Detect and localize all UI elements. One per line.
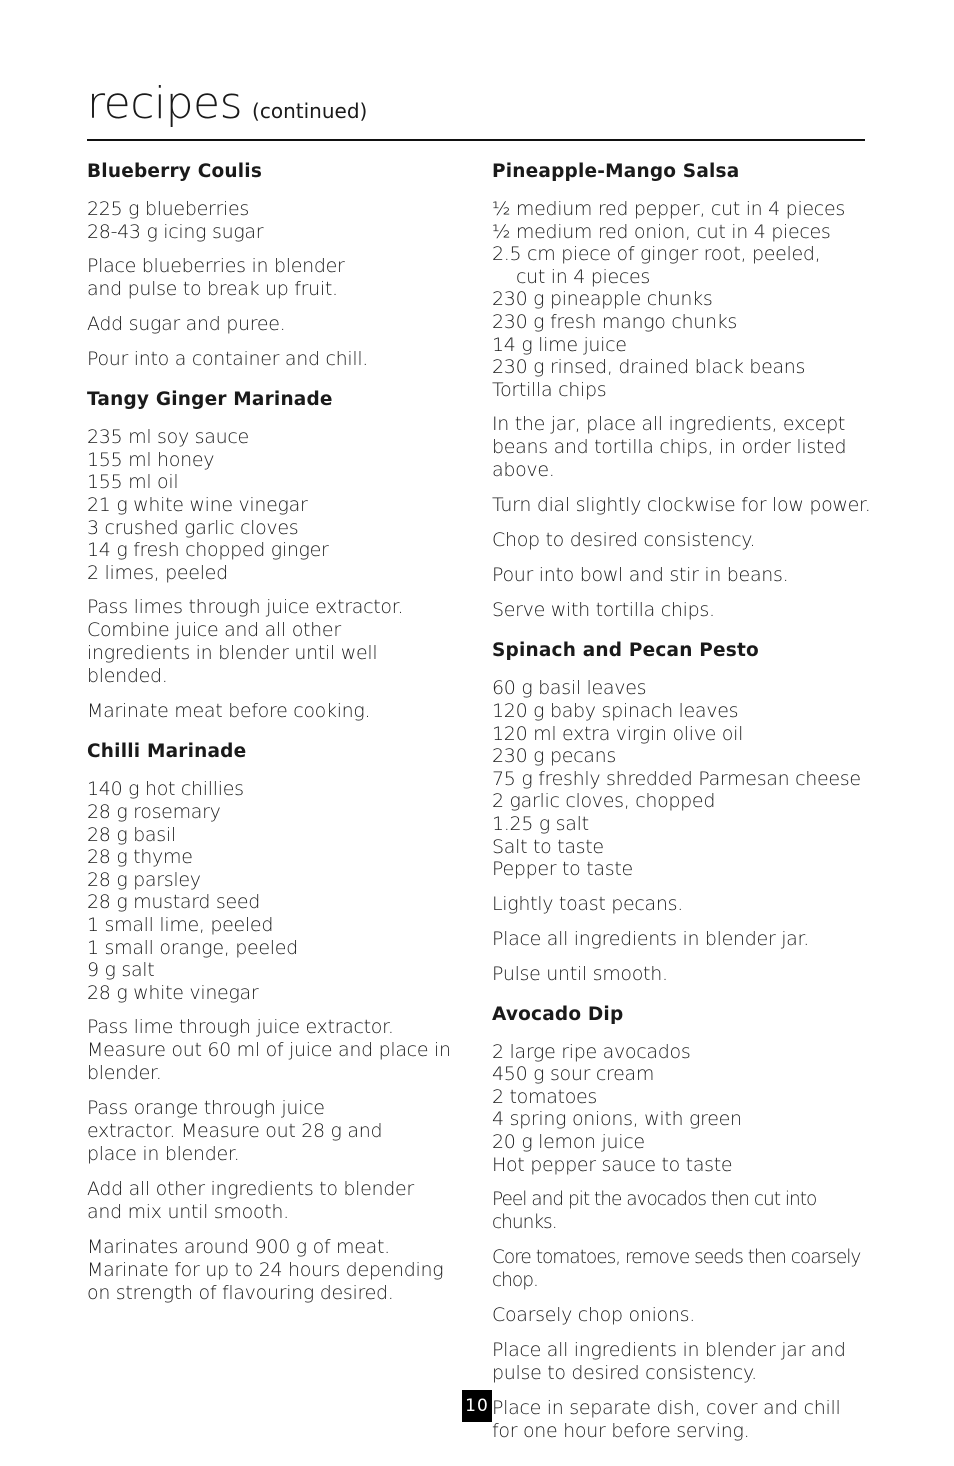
recipe-chilli-marinade (87, 740, 457, 1305)
left-column (87, 160, 457, 1322)
ingredient: 230 g pecans (492, 745, 616, 768)
recipe-pineapple-mango-salsa (492, 160, 877, 622)
page-subtitle: (continued) (252, 99, 368, 123)
ingredient-list (492, 1041, 877, 1177)
instruction-step: Pass lime through juice extractor. Measure out 60 ml of juice and place in blender. (87, 1016, 451, 1085)
ingredient: 1 small orange, peeled (87, 936, 298, 959)
instruction-step: Turn dial slightly clockwise for low power. (492, 494, 871, 517)
ingredient: 140 g hot chillies (87, 778, 244, 801)
recipe-title: Pineapple-Mango Salsa (492, 161, 740, 182)
recipe-spinach-pecan-pesto (492, 639, 877, 985)
recipe-blueberry-coulis (87, 160, 457, 371)
instruction-step: Pour into a container and chill. (87, 348, 369, 371)
recipe-tangy-ginger-marinade (87, 388, 457, 723)
instruction-step: Coarsely chop onions. (492, 1304, 695, 1327)
ingredient: Hot pepper sauce to taste (492, 1153, 733, 1176)
ingredient: 3 crushed garlic cloves (87, 516, 299, 539)
ingredient: 120 ml extra virgin olive oil (492, 722, 744, 745)
instruction-step: Lightly toast pecans. (492, 892, 683, 915)
instruction-step: Marinates around 900 g of meat. Marinate for up to 24 hours depending on strength of flavouring desired. (87, 1236, 444, 1305)
ingredient: 28 g parsley (87, 868, 201, 891)
ingredient: 20 g lemon juice (492, 1131, 645, 1154)
instruction-step: Place blueberries in blender and pulse to break up fruit. (87, 255, 345, 301)
instruction-step: Place all ingredients in blender jar and pulse to desired consistency. (492, 1339, 846, 1385)
instruction-step: Serve with tortilla chips. (492, 599, 715, 622)
instruction-step: Pour into bowl and stir in beans. (492, 564, 789, 587)
ingredient: 2.5 cm piece of ginger root, peeled, (492, 243, 821, 266)
ingredient: 9 g salt (87, 959, 155, 982)
ingredient-list (492, 677, 877, 880)
ingredient: ½ medium red pepper, cut in 4 pieces (492, 198, 845, 220)
page-number: 10 (462, 1390, 492, 1422)
ingredient: 2 tomatoes (492, 1085, 598, 1108)
ingredient: 230 g rinsed, drained black beans (492, 356, 806, 379)
instruction-step: In the jar, place all ingredients, except beans and tortilla chips, in order listed above. (492, 413, 847, 482)
instruction-step: Core tomatoes, remove seeds then coarsely chop. (492, 1247, 861, 1292)
ingredient-list (87, 778, 457, 1004)
ingredient: 225 g blueberries (87, 198, 249, 220)
ingredient: 4 spring onions, with green (492, 1108, 742, 1131)
ingredient: 120 g baby spinach leaves (492, 699, 739, 722)
ingredient: 1 small lime, peeled (87, 913, 274, 936)
ingredient: 2 limes, peeled (87, 561, 228, 584)
ingredient: 75 g freshly shredded Parmesan cheese (492, 767, 861, 790)
ingredient: 60 g basil leaves (492, 677, 647, 700)
instruction-step: Place in separate dish, cover and chill for one hour before serving. (492, 1397, 841, 1443)
instruction-step: Place all ingredients in blender jar. (492, 927, 810, 950)
recipe-title: Avocado Dip (492, 1003, 624, 1025)
ingredient: 230 g pineapple chunks (492, 288, 713, 311)
recipe-title: Chilli Marinade (87, 741, 247, 763)
ingredient: 155 ml honey (87, 448, 215, 471)
instruction-step: Pass orange through juice extractor. Measure out 28 g and place in blender. (87, 1097, 383, 1166)
recipe-avocado-dip (492, 1003, 877, 1444)
ingredient: 235 ml soy sauce (87, 426, 249, 449)
ingredient: 2 large ripe avocados (492, 1040, 691, 1063)
ingredient: 28 g mustard seed (87, 891, 261, 914)
recipe-title: Spinach and Pecan Pesto (492, 640, 759, 662)
recipe-title: Tangy Ginger Marinade (87, 389, 333, 411)
page-title: recipes (87, 78, 243, 129)
ingredient: 2 garlic cloves, chopped (492, 790, 716, 813)
header-rule (87, 139, 865, 141)
ingredient: 28 g thyme (87, 846, 193, 869)
ingredient-list (87, 426, 457, 584)
instruction-step: Add all other ingredients to blender and mix until smooth. (87, 1178, 414, 1224)
ingredient-list (492, 198, 877, 401)
ingredient: Salt to taste (492, 835, 604, 858)
instruction-step: Pulse until smooth. (492, 962, 668, 985)
right-column (492, 160, 877, 1460)
ingredient: 28 g white vinegar (87, 981, 259, 1004)
instruction-step: Add sugar and puree. (87, 313, 286, 336)
instruction-step: Peel and pit the avocados then cut into chunks. (492, 1189, 817, 1234)
ingredient: 450 g sour cream (492, 1063, 655, 1086)
ingredient: 1.25 g salt (492, 812, 589, 835)
instruction-step: Marinate meat before cooking. (87, 700, 371, 723)
ingredient: 14 g fresh chopped ginger (87, 539, 329, 562)
ingredient: 155 ml oil (87, 471, 179, 494)
ingredient: ½ medium red onion, cut in 4 pieces (492, 220, 831, 243)
instruction-step: Pass limes through juice extractor. Combine juice and all other ingredients in blender until well blended. (87, 596, 404, 688)
ingredient-list (87, 198, 457, 243)
page-header (87, 78, 865, 129)
ingredient: Tortilla chips (492, 378, 607, 401)
recipe-title: Blueberry Coulis (87, 161, 263, 182)
ingredient: 230 g fresh mango chunks (492, 310, 738, 333)
ingredient: 21 g white wine vinegar (87, 493, 308, 516)
ingredient: 28 g rosemary (87, 800, 221, 823)
ingredient: 28 g basil (87, 823, 176, 846)
ingredient: Pepper to taste (492, 858, 633, 881)
ingredient: 28-43 g icing sugar (87, 220, 264, 243)
ingredient-continued: cut in 4 pieces (516, 265, 651, 288)
instruction-step: Chop to desired consistency. (492, 529, 756, 552)
ingredient: 14 g lime juice (492, 333, 627, 356)
